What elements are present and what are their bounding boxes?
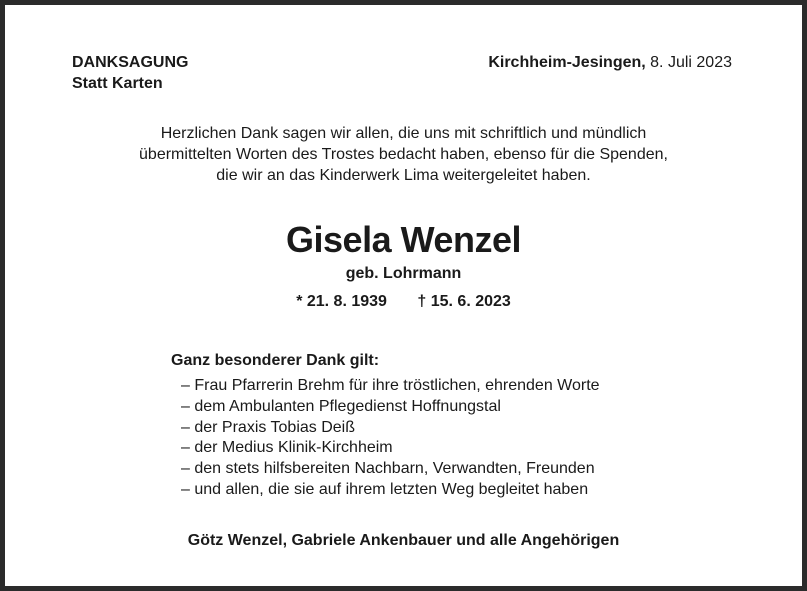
place-date: [488, 52, 732, 73]
header-left: [72, 52, 188, 94]
intro-line: übermittelten Worten des Trostes bedacht haben, ebenso für die Spenden,: [139, 146, 668, 163]
date: 8. Juli 2023: [650, 54, 732, 71]
list-item: – dem Ambulanten Pflegedienst Hoffnungstal: [181, 397, 501, 415]
birth-date: * 21. 8. 1939: [296, 293, 387, 310]
thanks-heading: Ganz besonderer Dank gilt:: [171, 352, 380, 369]
list-item: – Frau Pfarrerin Brehm für ihre tröstlichen, ehrenden Worte: [181, 377, 600, 394]
special-thanks: [171, 350, 600, 501]
place: Kirchheim-Jesingen,: [488, 54, 646, 71]
list-item: – und allen, die sie auf ihrem letzten Weg begleitet haben: [181, 480, 589, 498]
deceased-name: Gisela Wenzel: [286, 219, 521, 260]
notice-subtitle: Statt Karten: [72, 75, 163, 92]
intro-line: die wir an das Kinderwerk Lima weitergeleitet haben.: [216, 167, 591, 184]
death-date: † 15. 6. 2023: [417, 293, 511, 310]
list-item: – der Praxis Tobias Deiß: [181, 418, 355, 436]
life-dates: [5, 291, 802, 312]
intro-line: Herzlichen Dank sagen wir allen, die uns mit schriftlich und mündlich: [160, 125, 647, 142]
intro-text: [5, 123, 802, 186]
thanks-list: [171, 376, 600, 501]
list-item: – der Medius Klinik-Kirchheim: [181, 439, 393, 457]
maiden-name: geb. Lohrmann: [345, 265, 462, 282]
list-item: – den stets hilfsbereiten Nachbarn, Verwandten, Freunden: [181, 460, 595, 478]
signature: Götz Wenzel, Gabriele Ankenbauer und alle Angehörigen: [187, 532, 620, 549]
notice-title: DANKSAGUNG: [72, 54, 189, 71]
